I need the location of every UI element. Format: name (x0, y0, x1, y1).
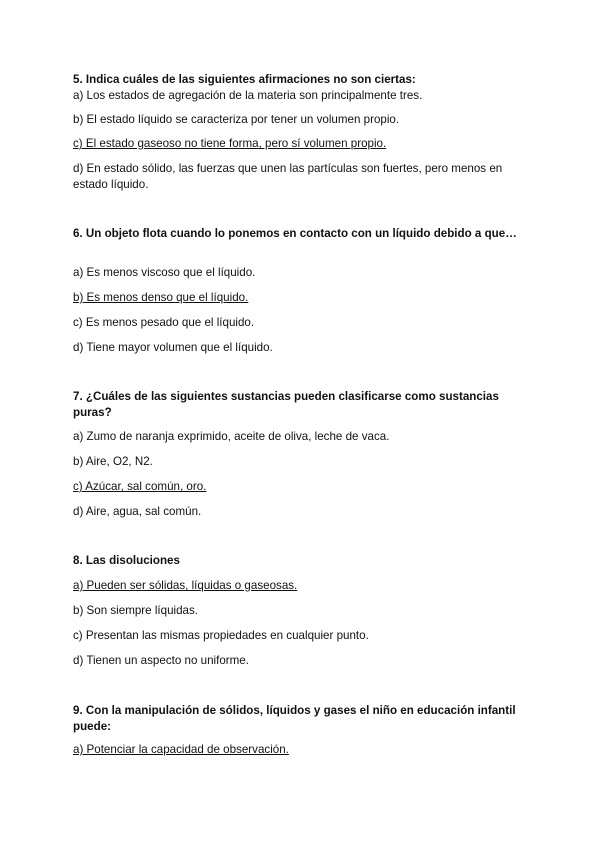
question-6-option-b: b) Es menos denso que el líquido. (73, 291, 249, 304)
question-6-option-d: d) Tiene mayor volumen que el líquido. (73, 341, 273, 354)
question-5-option-b: b) El estado líquido se caracteriza por tener un volumen propio. (73, 113, 400, 126)
question-8-title: 8. Las disoluciones (73, 554, 180, 567)
question-9-title: 9. Con la manipulación de sólidos, líquidos y gases el niño en educación infantil puede: (73, 704, 516, 733)
question-7-option-b: b) Aire, O2, N2. (73, 455, 153, 468)
question-6-option-c: c) Es menos pesado que el líquido. (73, 316, 255, 329)
question-6-option-a: a) Es menos viscoso que el líquido. (73, 266, 256, 279)
question-6-title: 6. Un objeto flota cuando lo ponemos en contacto con un líquido debido a que… (73, 227, 517, 240)
question-8-option-b: b) Son siempre líquidas. (73, 604, 199, 617)
question-7-title: 7. ¿Cuáles de las siguientes sustancias pueden clasificarse como sustancias puras? (73, 390, 499, 419)
question-7-option-d: d) Aire, agua, sal común. (73, 505, 202, 518)
question-5-option-d: d) En estado sólido, las fuerzas que unen las partículas son fuertes, pero menos en estado líquido. (73, 162, 503, 191)
question-5-title: 5. Indica cuáles de las siguientes afirmaciones no son ciertas: (73, 73, 416, 86)
question-7-option-a: a) Zumo de naranja exprimido, aceite de oliva, leche de vaca. (73, 430, 390, 443)
question-7-option-c: c) Azúcar, sal común, oro. (73, 480, 207, 493)
question-5-option-a: a) Los estados de agregación de la materia son principalmente tres. (73, 89, 423, 102)
question-8-option-a: a) Pueden ser sólidas, líquidas o gaseosas. (73, 579, 298, 592)
question-9-option-a: a) Potenciar la capacidad de observación. (73, 743, 289, 756)
question-8-option-d: d) Tienen un aspecto no uniforme. (73, 654, 249, 667)
question-5-option-c: c) El estado gaseoso no tiene forma, pero sí volumen propio. (73, 137, 387, 150)
question-8-option-c: c) Presentan las mismas propiedades en cualquier punto. (73, 629, 369, 642)
